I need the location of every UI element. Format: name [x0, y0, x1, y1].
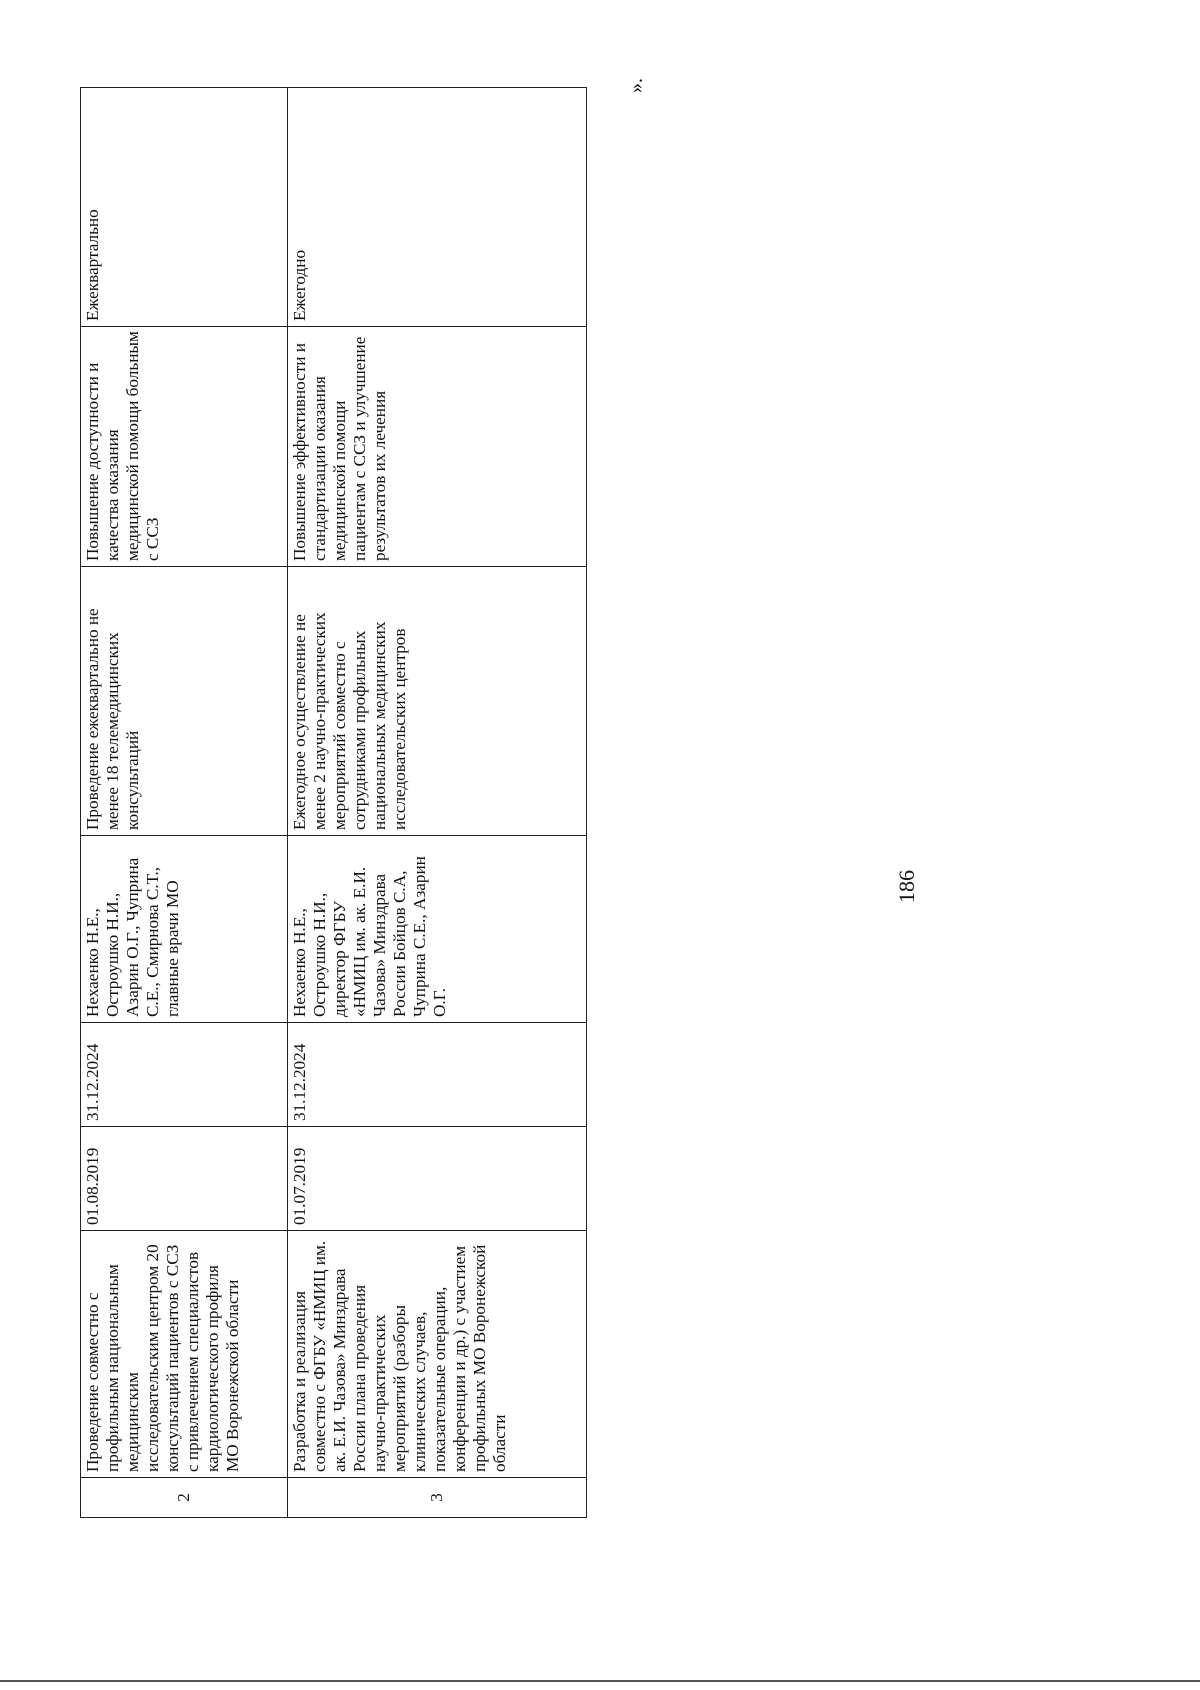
page-number: 186: [894, 870, 919, 903]
scan-edge-line: [0, 1680, 1200, 1682]
result-cell: Ежегодное осуществление не менее 2 научно-практических мероприятий совместно с сотрудниками профильных национальных медицинских исследовательских центров: [288, 567, 587, 836]
start-date-cell: 01.07.2019: [288, 1127, 587, 1231]
row-number: 2: [81, 1478, 288, 1518]
responsible-cell: Нехаенко Н.Е., Остроушко Н.И., Азарин О.Г., Чуприна С.Е., Смирнова С.Т., главные врачи МО: [81, 836, 288, 1023]
goal-cell: Повышение доступности и качества оказания медицинской помощи больным с ССЗ: [81, 327, 288, 567]
table-row: [288, 88, 587, 1518]
start-date-cell: 01.08.2019: [81, 1127, 288, 1231]
action-plan-table: [80, 87, 587, 1518]
responsible-cell: Нехаенко Н.Е., Остроушко Н.И., директор ФГБУ «НМИЦ им. ак. Е.И. Чазова» Минздрава России Бойцов С.А, Чуприна С.Е., Азарин О.Г.: [288, 836, 587, 1023]
closing-quote-mark: ».: [625, 78, 647, 93]
end-date-cell: 31.12.2024: [81, 1023, 288, 1127]
goal-cell: Повышение эффективности и стандартизации оказания медицинской помощи пациентам с ССЗ и улучшение результатов их лечения: [288, 327, 587, 567]
table-row: [81, 88, 288, 1518]
result-cell: Проведение ежеквартально не менее 18 телемедицинских консультаций: [81, 567, 288, 836]
row-number: 3: [288, 1478, 587, 1518]
periodicity-cell: Ежеквартально: [81, 88, 288, 327]
activity-cell: Разработка и реализация совместно с ФГБУ «НМИЦ им. ак. Е.И. Чазова» Минздрава России плана проведения научно-практических мероприятий (разборы клинических случаев, показательные операции, конференции и др.) с участием профильных МО Воронежской области: [288, 1231, 587, 1478]
rotated-landscape-content: [80, 78, 919, 1518]
end-date-cell: 31.12.2024: [288, 1023, 587, 1127]
periodicity-cell: Ежегодно: [288, 88, 587, 327]
activity-cell: Проведение совместно с профильным национальным медицинским исследовательским центром 20 консультаций пациентов с ССЗ с привлечением специалистов кардиологического профиля МО Воронежской области: [81, 1231, 288, 1478]
